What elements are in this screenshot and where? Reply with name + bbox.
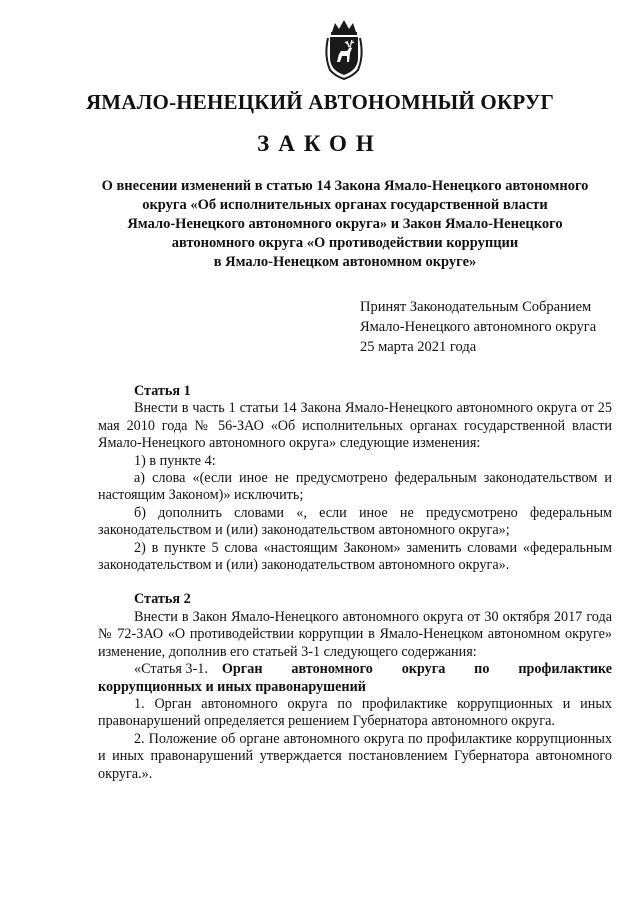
coat-of-arms-icon xyxy=(321,18,367,82)
law-body xyxy=(98,383,612,783)
region-name: ЯМАЛО-НЕНЕЦКИЙ АВТОНОМНЫЙ ОКРУГ xyxy=(85,90,555,114)
new-article-paragraph: 2. Положение об органе автономного округа по профилактике коррупционных и иных правонарушений утверждается постановлением Губернатора автономного округа.». xyxy=(98,730,612,782)
adoption-date: 25 марта 2021 года xyxy=(360,339,477,355)
adoption-line: Ямало-Ненецкого автономного округа xyxy=(360,319,597,335)
new-article-title-line2: коррупционных и иных правонарушений xyxy=(98,678,366,695)
law-title: ЗАКОН xyxy=(257,131,383,156)
article-1-paragraph: а) слова «(если иное не предусмотрено федеральным законодательством и настоящим Законом)» исключить; xyxy=(98,470,612,504)
new-article-prefix: «Статья 3-1. xyxy=(134,661,208,678)
article-2-intro: Внести в Закон Ямало-Ненецкого автономного округа от 30 октября 2017 года № 72-ЗАО «О противодействии коррупции в Ямало-Ненецком автономном округе» изменение, дополнив его статьей 3-1 следующего содержания: xyxy=(98,608,612,660)
article-1-paragraph: б) дополнить словами «, если иное не предусмотрено федеральным законодательством и (или) законодательством автономного округа»; xyxy=(98,504,612,539)
spacer xyxy=(98,574,612,591)
subject-line: автономного округа «О противодействии коррупции xyxy=(171,235,519,251)
subject-line: в Ямало-Ненецком автономном округе» xyxy=(213,254,477,270)
adoption-line: Принят Законодательным Собранием xyxy=(360,299,592,315)
subject-line: округа «Об исполнительных органах государственной власти xyxy=(142,197,548,213)
new-article-title-line1: Орган автономного округа по профилактике xyxy=(221,661,612,678)
new-article-heading xyxy=(98,661,612,678)
subject-line: О внесении изменений в статью 14 Закона Ямало-Ненецкого автономного xyxy=(101,178,589,194)
subject-line: Ямало-Ненецкого автономного округа» и Закон Ямало-Ненецкого xyxy=(127,216,563,232)
article-2-heading: Статья 2 xyxy=(134,591,191,608)
article-1-paragraph: Внести в часть 1 статьи 14 Закона Ямало-Ненецкого автономного округа от 25 мая 2010 года № 56-ЗАО «Об исполнительных органах государственной власти Ямало-Ненецкого автономного округа» следующие изменения: xyxy=(98,400,612,452)
law-subject xyxy=(100,177,590,272)
article-1-paragraph: 2) в пункте 5 слова «настоящим Законом» заменить словами «федеральным законодательством и (или) законодательством автономного округа». xyxy=(98,539,612,574)
article-1-paragraph: 1) в пункте 4: xyxy=(134,452,216,469)
article-1-heading: Статья 1 xyxy=(134,383,191,399)
new-article-paragraph: 1. Орган автономного округа по профилактике коррупционных и иных правонарушений определяется решением Губернатора автономного округа. xyxy=(98,695,612,730)
adoption-block xyxy=(360,297,630,357)
